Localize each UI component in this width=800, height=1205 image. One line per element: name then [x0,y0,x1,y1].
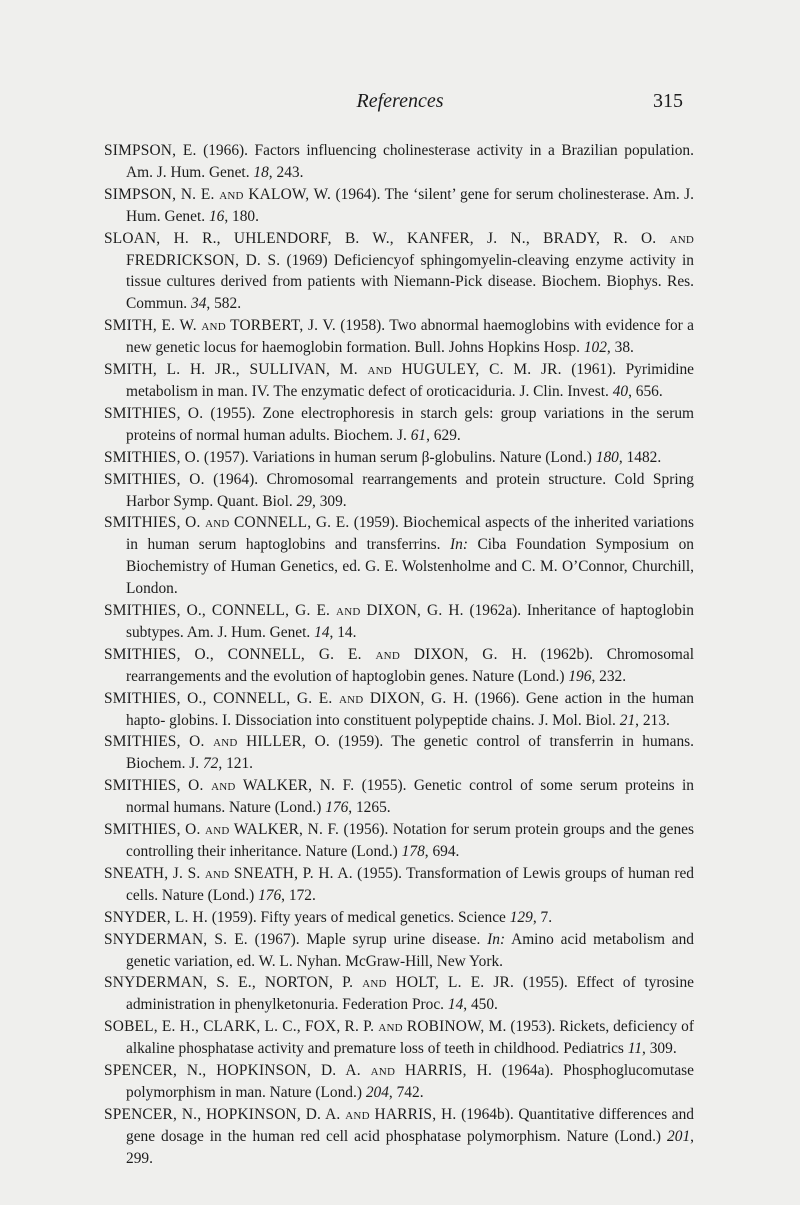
reference-authors: SMITHIES, O., CONNELL, G. E. and DIXON, G. H. [104,645,527,663]
reference-entry: SMITHIES, O. (1964). Chromosomal rearrangements and protein structure. Cold Spring Harbor Symp. Quant. Biol. 29, 309. [104,470,694,510]
reference-year: (1956). [343,821,389,839]
reference-entry: SMITHIES, O. and WALKER, N. F. (1955). Genetic control of some serum proteins in normal humans. Nature (Lond.) 176, 1265. [104,777,694,817]
reference-year: (1969) [286,251,328,269]
reference-year: (1958). [340,317,386,335]
reference-pages: 172. [288,886,316,904]
reference-authors: SNEATH, J. S. and SNEATH, P. H. A. [104,864,353,882]
reference-text: Inheritance of haptoglobin subtypes. Am. J. Hum. Genet. [126,602,694,641]
reference-entry: SMITHIES, O., CONNELL, G. E. and DIXON, G. H. (1966). Gene action in the human hapto- globins. I. Dissociation into constituent polypeptide chains. J. Mol. Biol. 21, 213. [104,689,694,729]
reference-authors: SLOAN, H. R., UHLENDORF, B. W., KANFER, J. N., BRADY, R. O. and FREDRICKSON, D. S. [104,229,694,269]
reference-year: (1959). [338,733,384,751]
reference-volume: 40 [612,382,629,400]
reference-entry: SMITHIES, O. (1957). Variations in human serum β-globulins. Nature (Lond.) 180, 1482. [104,448,662,466]
reference-in-label: In: [487,930,506,948]
reference-authors: SPENCER, N., HOPKINSON, D. A. and HARRIS, H. [104,1062,492,1080]
reference-list [104,140,694,1170]
reference-text: Rickets, deficiency of alkaline phosphatase activity and premature loss of teeth in childhood. Pediatrics [126,1018,694,1058]
reference-text: Effect of tyrosine administration in phenylketonuria. Federation Proc. [126,974,694,1014]
reference-pages: 1482. [626,448,662,466]
reference-year: (1953). [510,1018,556,1036]
reference-volume: 196 [568,667,592,685]
reference-pages: 1265. [355,799,391,817]
reference-entry: SMITHIES, O., CONNELL, G. E. and DIXON, G. H. (1962b). Chromosomal rearrangements and the evolution of haptoglobin genes. Nature (Lond.) 196, 232. [104,645,694,685]
reference-volume: 61 [410,426,427,444]
reference-authors: SMITHIES, O. and WALKER, N. F. [104,777,355,795]
reference-year: (1964a). [501,1062,554,1080]
reference-authors: SNYDERMAN, S. E. [104,930,248,948]
reference-entry: SPENCER, N., HOPKINSON, D. A. and HARRIS, H. (1964b). Quantitative differences and gene dosage in the human red cell acid phosphatase polymorphism. Nature (Lond.) 201, 299. [104,1105,694,1167]
reference-pages: 629. [433,426,461,444]
reference-in-label: In: [450,536,468,554]
reference-authors: SIMPSON, E. [104,142,197,159]
reference-text: Phosphoglucomutase polymorphism in man. Nature (Lond.) [126,1062,694,1101]
reference-volume: 14 [314,623,330,641]
reference-authors: SOBEL, E. H., CLARK, L. C., FOX, R. P. and ROBINOW, M. [104,1018,507,1036]
reference-volume: 29 [296,492,312,510]
reference-authors: SIMPSON, N. E. and KALOW, W. [104,185,332,203]
reference-entry: SMITHIES, O. (1955). Zone electrophoresis in starch gels: group variations in the serum proteins of normal human adults. Biochem. J. 61, 629. [104,404,695,444]
reference-pages: 121. [226,755,253,773]
reference-pages: 213. [642,711,670,729]
reference-text: Maple syrup urine disease. [306,930,481,948]
reference-authors: SMITH, E. W. and TORBERT, J. V. [104,317,336,335]
reference-volume: 18 [253,163,269,181]
reference-volume: 72 [202,755,219,773]
reference-entry [104,929,694,973]
reference-entry: SNYDER, L. H. (1959). Fifty years of medical genetics. Science 129, 7. [104,908,553,926]
reference-authors: SMITHIES, O. [104,448,201,466]
reference-text: Quantitative differences and gene dosage in the human red cell acid phosphatase polymorphism. Nature (Lond.) [126,1105,694,1145]
reference-entry: SMITHIES, O., CONNELL, G. E. and DIXON, G. H. (1962a). Inheritance of haptoglobin subtypes. Am. J. Hum. Genet. 14, 14. [104,602,694,641]
reference-year: (1959). [353,514,399,532]
reference-pages: 309. [319,492,347,510]
reference-pages: 694. [432,843,460,860]
reference-entry: SLOAN, H. R., UHLENDORF, B. W., KANFER, J. N., BRADY, R. O. and FREDRICKSON, D. S. (1969) Deficiencyof sphingomyelin-cleaving enzyme activity in tissue cultures derived from patients with Niemann-Pick disease. Biochem. Biophys. Res. Commun. 34, 582. [104,229,694,313]
reference-volume: 129 [509,908,533,926]
reference-authors: SMITHIES, O. and HILLER, O. [104,733,330,751]
reference-year: (1959). [211,908,257,926]
reference-authors: SMITHIES, O. and CONNELL, G. E. [104,514,350,532]
reference-volume: 102 [583,339,607,357]
reference-authors: SMITHIES, O. [104,470,205,488]
reference-pages: 309. [649,1040,677,1058]
reference-volume: 180 [595,448,619,466]
reference-year: (1966). [474,689,520,707]
reference-volume: 201 [667,1127,691,1145]
reference-entry: SIMPSON, N. E. and KALOW, W. (1964). The ‘silent’ gene for serum cholinesterase. Am. J. Hum. Genet. 16, 180. [104,185,694,225]
reference-volume: 11 [627,1040,643,1058]
reference-entry: SPENCER, N., HOPKINSON, D. A. and HARRIS, H. (1964a). Phosphoglucomutase polymorphism in man. Nature (Lond.) 204, 742. [104,1062,694,1101]
reference-entry: SMITH, L. H. JR., SULLIVAN, M. and HUGULEY, C. M. JR. (1961). Pyrimidine metabolism in man. IV. The enzymatic defect of oroticaciduria. J. Clin. Invest. 40, 656. [104,361,694,400]
reference-text: Chromosomal rearrangements and the evolution of haptoglobin genes. Nature (Lond.) [126,645,694,685]
reference-entry: SOBEL, E. H., CLARK, L. C., FOX, R. P. and ROBINOW, M. (1953). Rickets, deficiency of alkaline phosphatase activity and premature loss of teeth in childhood. Pediatrics 11, 309. [104,1018,694,1058]
reference-pages: 180. [232,207,259,225]
running-header [0,90,800,120]
reference-text: Variations in human serum β-globulins. Nature (Lond.) [252,448,592,466]
reference-source: Amino acid metabolism and genetic variation, ed. W. L. Nyhan. McGraw-Hill, New York. [126,930,694,970]
reference-entry: SIMPSON, E. (1966). Factors influencing cholinesterase activity in a Brazilian population. Am. J. Hum. Genet. 18, 243. [104,142,694,181]
reference-authors: SMITHIES, O. [104,404,204,422]
reference-text: Pyrimidine metabolism in man. IV. The enzymatic defect of oroticaciduria. J. Clin. Invest. [126,361,694,400]
reference-year: (1964). [213,470,259,488]
reference-entry: SNEATH, J. S. and SNEATH, P. H. A. (1955). Transformation of Lewis groups of human red cells. Nature (Lond.) 176, 172. [104,864,694,904]
reference-volume: 21 [619,711,636,729]
reference-text: Gene action in the human hapto- globins. I. Dissociation into constituent polypeptide chains. J. Mol. Biol. [126,689,694,729]
reference-text: Factors influencing cholinesterase activity in a Brazilian population. Am. J. Hum. Genet. [126,142,694,181]
reference-text: Zone electrophoresis in starch gels: group variations in the serum proteins of normal human adults. Biochem. J. [126,404,695,444]
reference-pages: 742. [396,1083,424,1101]
reference-text: Deficiencyof sphingomyelin-cleaving enzyme activity in tissue cultures derived from patients with Niemann-Pick disease. Biochem. Biophys. Res. Commun. [126,251,694,313]
reference-year: (1955). [357,864,402,882]
reference-pages: 7. [540,908,553,926]
reference-text: The genetic control of transferrin in humans. Biochem. J. [126,733,694,773]
reference-text: Biochemical aspects of the inherited variations in human serum haptoglobins and transferrins. [126,514,694,554]
reference-pages: 656. [635,382,663,400]
reference-authors: SPENCER, N., HOPKINSON, D. A. and HARRIS, H. [104,1105,457,1123]
reference-volume: 204 [365,1083,389,1101]
running-title: References [356,90,444,112]
reference-pages: 582. [214,295,242,313]
page-number: 315 [653,90,683,112]
reference-text: Fifty years of medical genetics. Science [260,908,506,926]
reference-year: (1962b). [540,645,594,663]
reference-pages: 299. [126,1149,153,1167]
reference-year: (1962a). [469,602,522,620]
reference-source: Ciba Foundation Symposium on Biochemistry of Human Genetics, ed. G. E. Wolstenholme and C. M. O’Connor, Churchill, London. [126,536,694,598]
reference-entry: SMITHIES, O. and WALKER, N. F. (1956). Notation for serum protein groups and the genes controlling their inheritance. Nature (Lond.) 178, 694. [104,821,694,860]
reference-pages: 14. [337,623,357,641]
reference-year: (1967). [254,930,300,948]
reference-volume: 34 [191,295,207,313]
reference-entry: SMITH, E. W. and TORBERT, J. V. (1958). Two abnormal haemoglobins with evidence for a new genetic locus for haemoglobin formation. Bull. Johns Hopkins Hosp. 102, 38. [104,317,694,357]
reference-authors: SNYDER, L. H. [104,908,208,926]
reference-authors: SMITHIES, O. and WALKER, N. F. [104,821,340,839]
reference-text: Chromosomal rearrangements and protein structure. Cold Spring Harbor Symp. Quant. Biol. [126,470,694,510]
reference-pages: 243. [276,163,304,181]
reference-year: (1955). [522,974,568,992]
reference-year: (1955). [210,404,256,422]
reference-volume: 14 [447,996,464,1014]
reference-year: (1957). [203,448,249,466]
reference-year: (1966). [203,142,248,159]
reference-entry: SMITHIES, O. and HILLER, O. (1959). The genetic control of transferrin in humans. Biochem. J. 72, 121. [104,733,694,773]
reference-text: Genetic control of some serum proteins in normal humans. Nature (Lond.) [126,777,694,817]
reference-entry: SNYDERMAN, S. E., NORTON, P. and HOLT, L. E. JR. (1955). Effect of tyrosine administration in phenylketonuria. Federation Proc. 14, 450. [104,974,694,1014]
reference-authors: SMITHIES, O., CONNELL, G. E. and DIXON, G. H. [104,602,464,620]
reference-year: (1955). [361,777,407,795]
reference-pages: 38. [614,339,634,357]
reference-year: (1964). [335,185,381,203]
reference-authors: SMITHIES, O., CONNELL, G. E. and DIXON, G. H. [104,689,469,707]
reference-year: (1964b). [461,1105,514,1123]
reference-volume: 176 [258,886,282,904]
reference-text: Notation for serum protein groups and the genes controlling their inheritance. Nature (Lond.) [126,821,694,860]
reference-volume: 178 [401,843,425,860]
reference-text: Two abnormal haemoglobins with evidence for a new genetic locus for haemoglobin formation. Bull. Johns Hopkins Hosp. [126,317,694,357]
reference-authors: SMITH, L. H. JR., SULLIVAN, M. and HUGULEY, C. M. JR. [104,361,562,379]
reference-pages: 450. [470,996,498,1014]
reference-text: Transformation of Lewis groups of human red cells. Nature (Lond.) [126,864,694,904]
reference-text: The ‘silent’ gene for serum cholinesterase. Am. J. Hum. Genet. [126,185,694,225]
reference-authors: SNYDERMAN, S. E., NORTON, P. and HOLT, L. E. JR. [104,974,515,992]
reference-pages: 232. [599,667,627,685]
reference-year: (1961). [571,361,617,379]
reference-volume: 176 [325,799,349,817]
reference-entry [104,512,694,600]
reference-volume: 16 [208,207,225,225]
